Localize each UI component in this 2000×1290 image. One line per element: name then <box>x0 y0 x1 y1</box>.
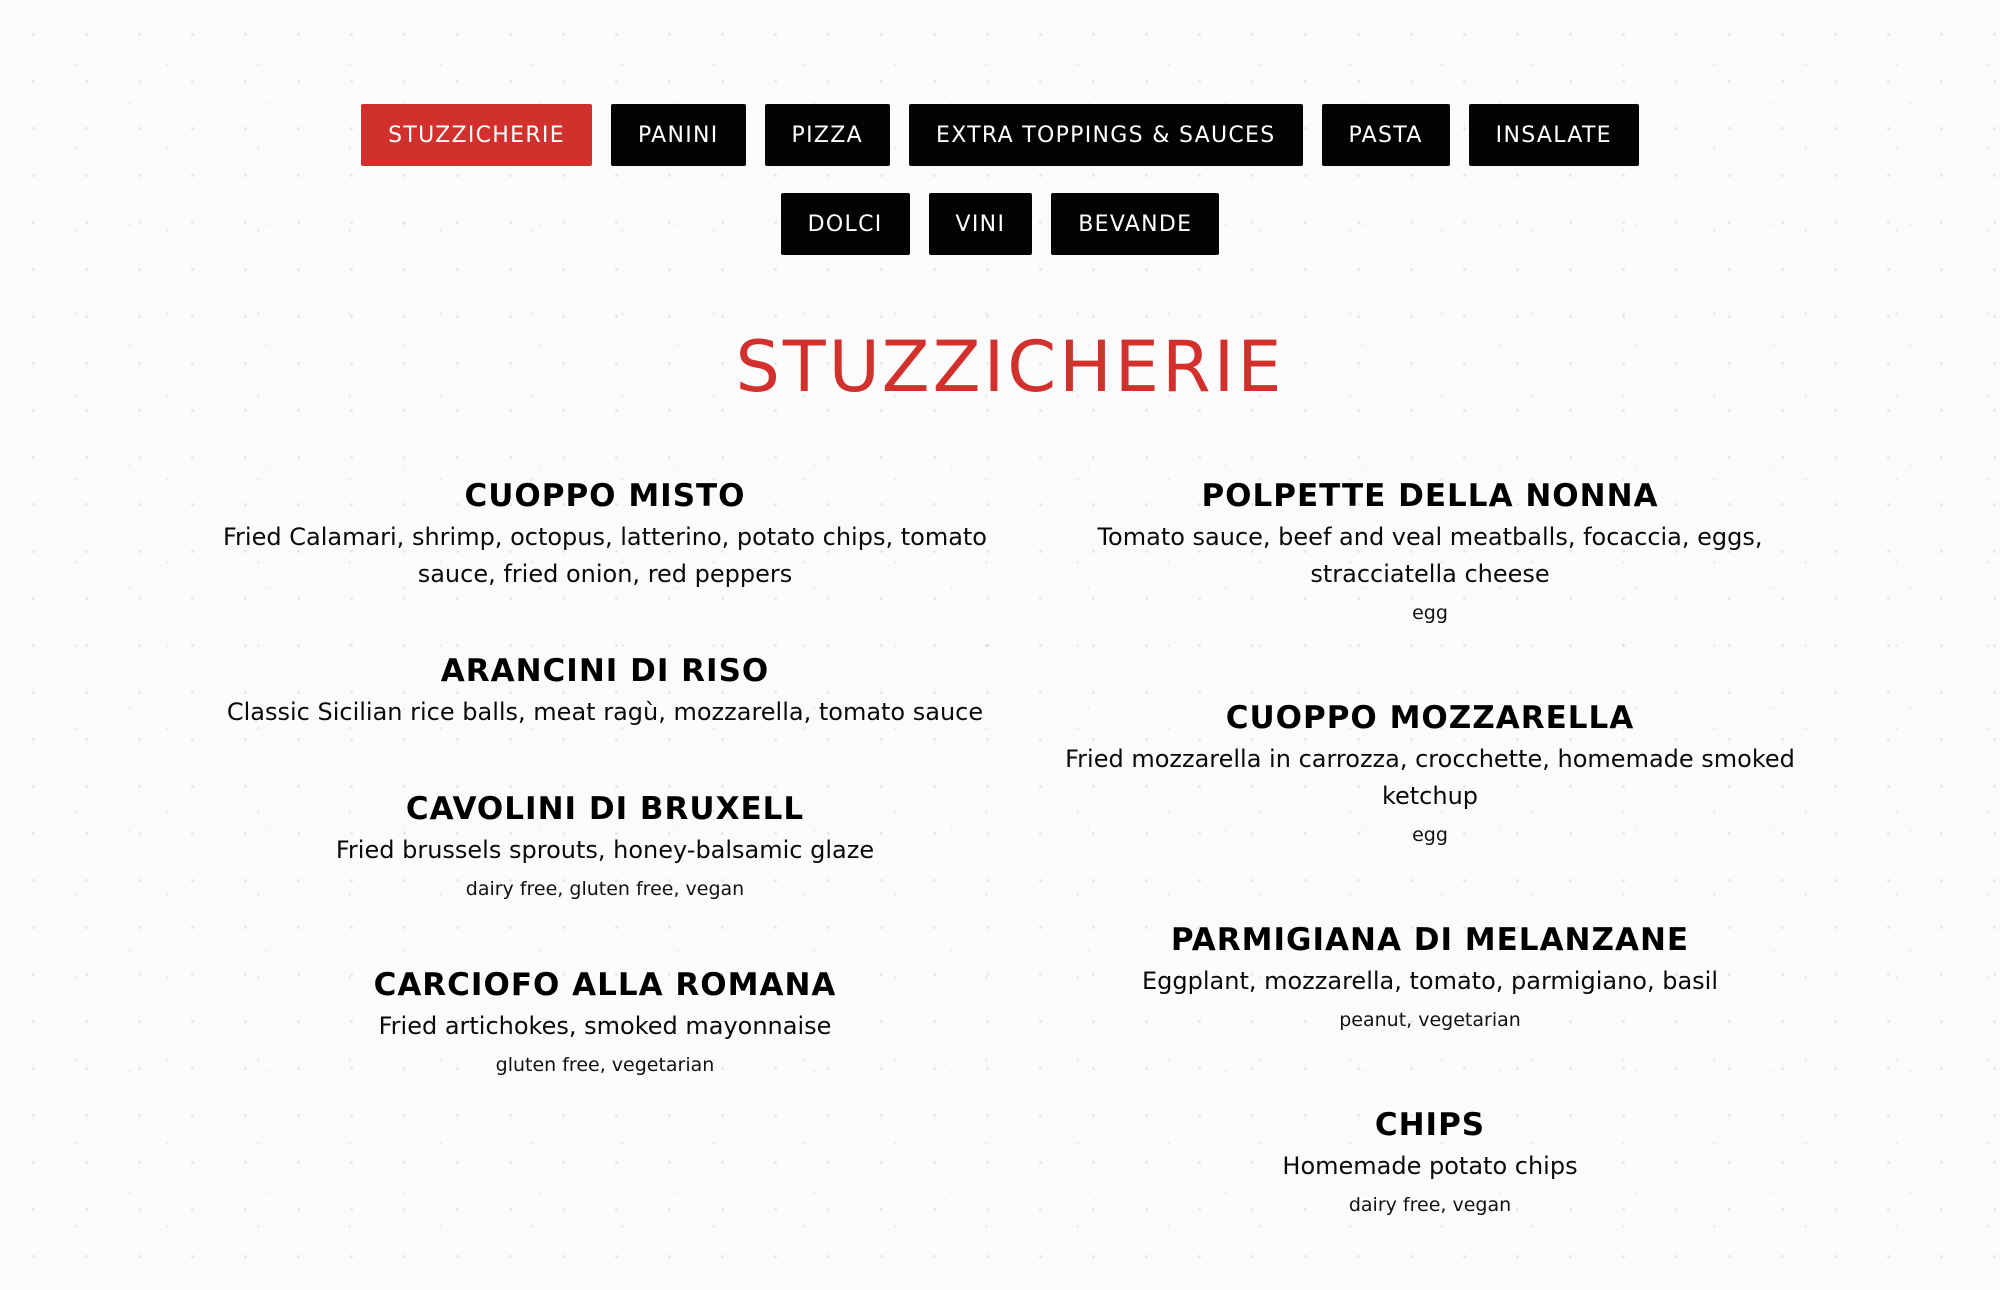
menu-item <box>215 965 995 1083</box>
tab-insalate[interactable]: INSALATE <box>1469 104 1639 166</box>
tab-pizza[interactable]: PIZZA <box>765 104 890 166</box>
menu-item-name: PARMIGIANA DI MELANZANE <box>1170 922 1690 958</box>
tab-vini[interactable]: VINI <box>929 193 1033 255</box>
menu-item <box>1030 1105 1830 1223</box>
menu-item-dietary-tags: dairy free, vegan <box>1348 1194 1512 1216</box>
menu-item-name: ARANCINI DI RISO <box>440 653 770 689</box>
category-tabs-row-1 <box>0 104 2000 166</box>
menu-item <box>215 476 995 593</box>
menu-item-description: Fried artichokes, smoked mayonnaise <box>378 1012 832 1040</box>
menu-item-dietary-tags: egg <box>1412 602 1448 624</box>
menu-item-description: Classic Sicilian rice balls, meat ragù, mozzarella, tomato sauce <box>226 698 984 726</box>
menu-item-dietary-tags: dairy free, gluten free, vegan <box>465 878 745 900</box>
menu-item-description: Fried mozzarella in carrozza, crocchette, homemade smoked ketchup <box>1065 745 1795 810</box>
category-tabs-row-2 <box>0 193 2000 255</box>
tab-dolci[interactable]: DOLCI <box>781 193 910 255</box>
menu-item-name: CHIPS <box>1374 1107 1486 1143</box>
menu-item-name: CARCIOFO ALLA ROMANA <box>373 967 837 1003</box>
tab-stuzzicherie[interactable]: STUZZICHERIE <box>361 104 592 166</box>
menu-item-description: Fried brussels sprouts, honey-balsamic glaze <box>335 836 875 864</box>
menu-item-description: Homemade potato chips <box>1282 1152 1578 1180</box>
tab-pasta[interactable]: PASTA <box>1322 104 1450 166</box>
menu-item-description: Fried Calamari, shrimp, octopus, latterino, potato chips, tomato sauce, fried onion, red peppers <box>223 523 987 588</box>
menu-item-dietary-tags: egg <box>1412 824 1448 846</box>
menu-item-description: Eggplant, mozzarella, tomato, parmigiano, basil <box>1142 967 1718 995</box>
menu-item <box>1030 476 1830 631</box>
menu-item <box>215 789 995 907</box>
menu-item <box>1030 698 1830 853</box>
menu-column-left <box>215 476 995 1141</box>
tab-bevande[interactable]: BEVANDE <box>1051 193 1219 255</box>
menu-item-name: CUOPPO MOZZARELLA <box>1225 700 1635 736</box>
menu-item-name: CUOPPO MISTO <box>464 478 746 514</box>
menu-column-right <box>1030 476 1830 1290</box>
menu-item-dietary-tags: gluten free, vegetarian <box>495 1054 715 1076</box>
menu-item <box>215 651 995 731</box>
tab-extra-toppings-sauces[interactable]: EXTRA TOPPINGS & SAUCES <box>909 104 1303 166</box>
section-title: STUZZICHERIE <box>735 326 1285 408</box>
menu-item-description: Tomato sauce, beef and veal meatballs, focaccia, eggs, stracciatella cheese <box>1097 523 1763 588</box>
menu-item-name: POLPETTE DELLA NONNA <box>1201 478 1659 514</box>
menu-item-name: CAVOLINI DI BRUXELL <box>405 791 805 827</box>
menu-item-dietary-tags: peanut, vegetarian <box>1339 1009 1521 1031</box>
menu-item <box>1030 920 1830 1038</box>
tab-panini[interactable]: PANINI <box>611 104 746 166</box>
